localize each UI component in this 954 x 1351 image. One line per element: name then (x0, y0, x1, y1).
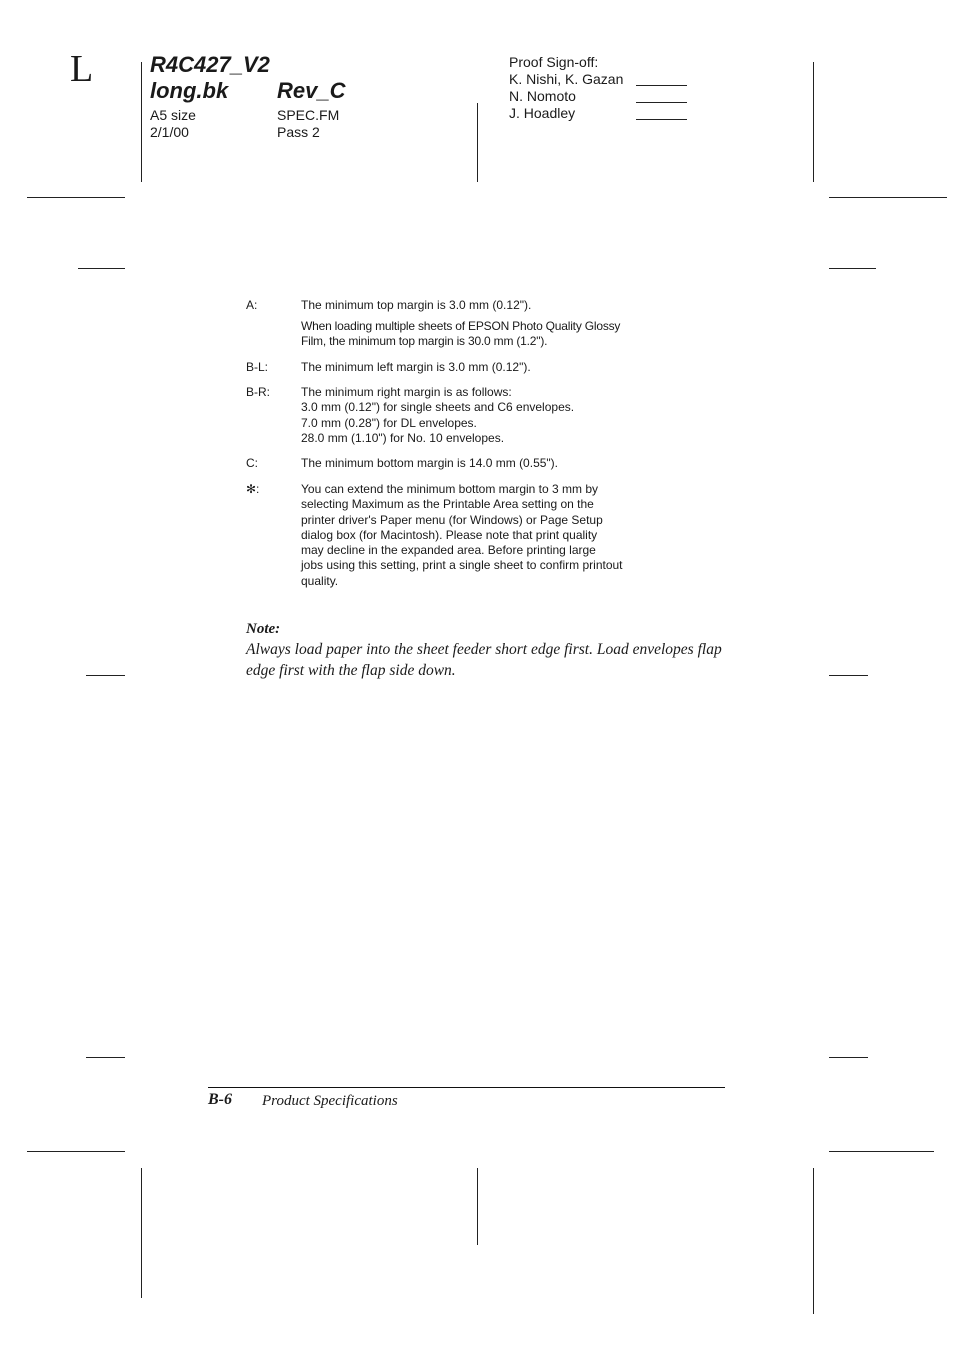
crop-mark (86, 675, 125, 676)
note-body: Always load paper into the sheet feeder short edge first. Load envelopes flap edge first with the flap side down. (246, 641, 722, 679)
crop-mark (829, 197, 947, 198)
spec-label: C: (246, 456, 258, 470)
crop-mark (86, 1057, 125, 1058)
spec-text: The minimum left margin is 3.0 mm (0.12"). (301, 360, 531, 374)
corner-letter: L (70, 48, 94, 90)
chapter-title: Product Specifications (262, 1093, 398, 1109)
crop-mark (477, 1168, 478, 1245)
crop-mark (829, 1057, 868, 1058)
revision: Rev_C (277, 78, 346, 103)
date: 2/1/00 (150, 124, 189, 140)
spec-text: You can extend the minimum bottom margin to 3 mm by selecting Maximum as the Printable Area setting on the printer driver's Paper menu (for Windows) or Page Setup dialog box (for Macintosh). Please note that print quality may decline in the expanded area. Before printing large jobs using this setting, print a single sheet to confirm printout quality. (301, 482, 623, 588)
crop-mark (829, 675, 868, 676)
spec-label: B-R: (246, 385, 270, 399)
spec-label: B-L: (246, 360, 269, 374)
crop-mark (829, 1151, 934, 1152)
crop-mark (78, 268, 125, 269)
spec-label: ✻: (246, 482, 260, 496)
crop-mark (813, 62, 814, 182)
signoff-title: Proof Sign-off: (509, 54, 599, 70)
spec-text: The minimum top margin is 3.0 mm (0.12"). (301, 298, 532, 312)
signature-line (636, 102, 687, 103)
spec-text: The minimum bottom margin is 14.0 mm (0.55"). (301, 456, 559, 470)
file-name: SPEC.FM (277, 107, 340, 123)
page-number: B-6 (208, 1091, 232, 1108)
crop-mark (141, 62, 142, 182)
spec-label: A: (246, 298, 258, 312)
book-name: long.bk (150, 78, 229, 103)
paper-size: A5 size (150, 107, 196, 123)
spec-text: When loading multiple sheets of EPSON Photo Quality Glossy Film, the minimum top margin is 30.0 mm (1.2"). (301, 319, 621, 349)
spec-text: The minimum right margin is as follows: 3.0 mm (0.12") for single sheets and C6 envelopes. 7.0 mm (0.28") for DL envelopes. 28.0 mm (1.10") for No. 10 envelopes. (301, 385, 575, 445)
signature-line (636, 85, 687, 86)
crop-mark (813, 1168, 814, 1314)
crop-mark (27, 1151, 125, 1152)
crop-mark (141, 1168, 142, 1298)
crop-mark (829, 268, 876, 269)
signoff-name: K. Nishi, K. Gazan (509, 71, 624, 87)
pass-number: Pass 2 (277, 124, 320, 140)
document-code: R4C427_V2 (150, 52, 270, 77)
crop-mark (27, 197, 125, 198)
signature-line (636, 119, 687, 120)
footer-rule (208, 1087, 725, 1088)
signoff-name: J. Hoadley (509, 105, 576, 121)
crop-mark (477, 103, 478, 182)
signoff-name: N. Nomoto (509, 88, 576, 104)
note-title: Note: (246, 621, 281, 637)
